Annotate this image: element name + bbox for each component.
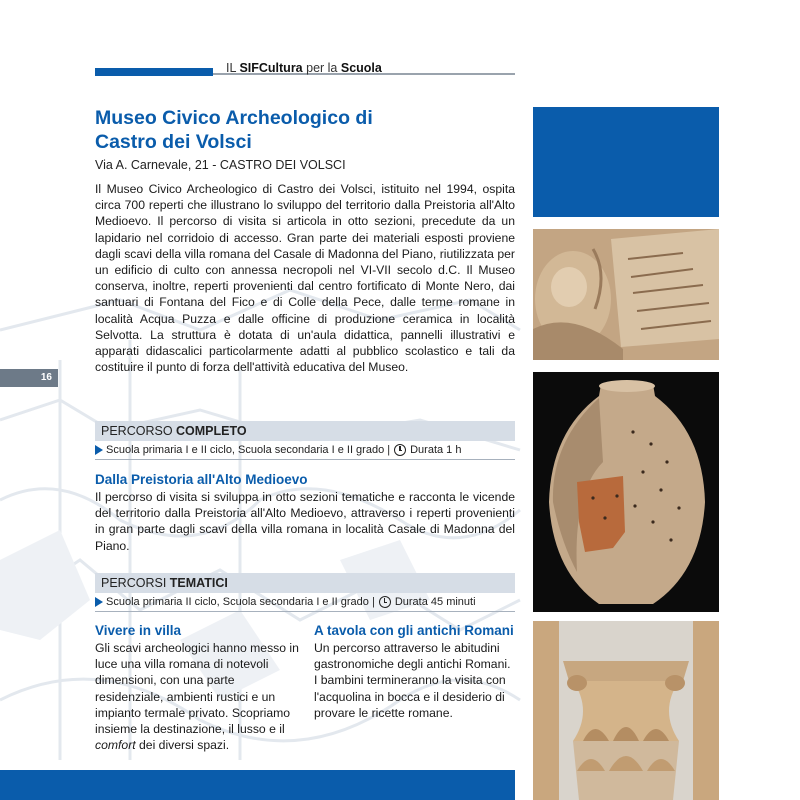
museum-title: Museo Civico Archeologico di Castro dei Volsci [95,107,373,153]
villa-text-italic: comfort [95,738,136,753]
percorso-completo-schools: Scuola primaria I e II ciclo, Scuola secondaria I e II grado | [106,444,391,456]
villa-text-part1: Gli scavi archeologici hanno messo in luce una villa romana di notevoli dimensioni, con una parte residenziale, ambienti rustici e un impianto termale privato. Scopriamo insieme la destinazione, il lusso e il [95,641,299,737]
percorso-completo-label-strong: COMPLETO [176,424,247,438]
running-header [226,61,382,75]
section-title-preistoria: Dalla Preistoria all'Alto Medioevo [95,472,308,487]
section-text-tavola: Un percorso attraverso le abitudini gastronomiche degli antichi Romani. I bambini termineranno la visita con l'acquolina in bocca e il desiderio di provare le ricette romane. [314,641,511,720]
header-accent-bar [95,68,213,76]
clock-icon [394,444,406,456]
museum-description: Il Museo Civico Archeologico di Castro dei Volsci, istituito nel 1994, ospita circa 700 reperti che illustrano lo sviluppo del territorio dalla Preistoria all'Alto Medioevo. Il percorso di visita si articola in otto sezioni, precedute da un lapidario nel corridoio di accesso. Gran parte dei materiali esposti proviene dagli scavi della villa romana del Casale di Madonna del Piano, riutilizzata per un edificio di culto con annessa necropoli nel VI-VII secolo d.C. Il Museo conserva, inoltre, reperti provenienti dal centro fortificato di Monte Nero, dai santuari di Fontana del Fico e di Colle della Pece, dalle terme romane in località Acqua Puzza e dalle officine di produzione ceramica in località Selvotta. La struttura è dotata di un'aula didattica, pannelli illustrativi e apparati didascalici particolarmente adatti al pubblico scolastico e tali da costituire il punto di forza dell'attività educativa del Museo. [95,182,515,375]
museum-address: Via A. Carnevale, 21 - CASTRO DEI VOLSCI [95,158,346,172]
photo-corinthian-capital [533,621,719,800]
header-middle: per la [302,61,341,75]
header-prefix: IL [226,61,240,75]
page-number: 16 [0,369,58,387]
header-section: Scuola [340,61,382,75]
villa-text-part2: dei diversi spazi. [135,738,230,753]
blue-decorative-block [533,107,719,217]
section-title-villa: Vivere in villa [95,623,182,638]
percorso-completo-box [95,421,515,460]
percorso-completo-label: PERCORSO [101,424,177,438]
footer-accent-bar [0,770,515,800]
percorsi-tematici-schools: Scuola primaria II ciclo, Scuola secondaria I e II grado | [106,596,375,608]
percorsi-tematici-info [95,593,515,612]
play-triangle-icon [95,597,103,607]
percorso-completo-duration: Durata 1 h [410,444,462,456]
percorsi-tematici-box [95,573,515,612]
header-brand: SIFCultura [239,61,303,75]
percorsi-tematici-label-strong: TEMATICI [169,576,228,590]
section-text-preistoria: Il percorso di visita si sviluppa in otto sezioni tematiche e racconta le vicende del territorio dalla Preistoria all'Alto Medioevo, attraverso i reperti provenienti in gran parte dagli scavi della villa romana in località Casale di Madonna del Piano. [95,490,515,553]
section-title-tavola: A tavola con gli antichi Romani [314,623,514,638]
percorso-completo-info [95,441,515,460]
play-triangle-icon [95,445,103,455]
photo-inscribed-relief [533,229,719,360]
percorsi-tematici-label: PERCORSI [101,576,170,590]
clock-icon [379,596,391,608]
percorsi-tematici-header [95,573,515,593]
percorsi-tematici-duration: Durata 45 minuti [394,596,476,608]
section-text-villa [95,640,300,753]
photo-ceramic-jar [533,372,719,612]
percorso-completo-header [95,421,515,441]
